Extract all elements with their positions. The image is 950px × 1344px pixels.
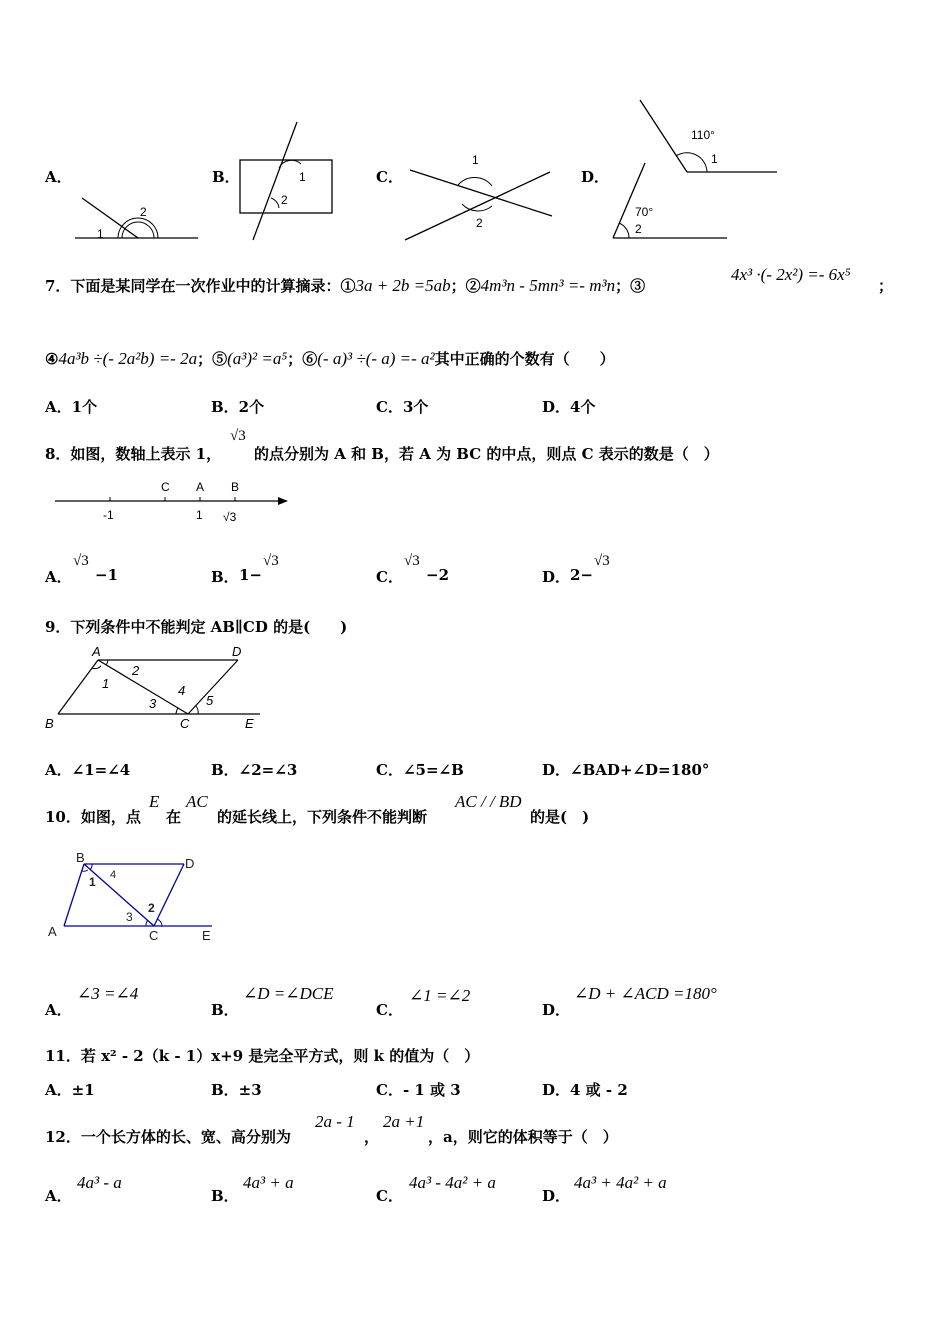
q10-vertex-a: A: [48, 924, 57, 939]
q7-option-a: A．1个: [45, 398, 98, 416]
q8-option-c: C． √3 −2: [376, 553, 450, 586]
q10-option-c-expr: ∠1 =∠2: [409, 986, 471, 1005]
q9-angle3: 3: [149, 696, 157, 711]
q6-figure-a: [70, 190, 200, 245]
q7-expr3: 4x³ ·(- 2x²) =- 6x⁵: [731, 265, 851, 284]
q12-option-a-label: A．: [45, 1187, 72, 1205]
q8-stem-sqrt3: √3: [230, 428, 246, 444]
q10-option-b-label: B．: [211, 1001, 239, 1019]
q9-vertex-a: A: [92, 644, 101, 659]
q9-option-b: B．∠2=∠3: [211, 761, 298, 779]
q10-option-d-expr: ∠D + ∠ACD =180°: [574, 984, 717, 1003]
q9-angle2: 2: [132, 663, 140, 678]
q9-vertex-e: E: [245, 716, 254, 731]
q6-c-angle1: 1: [472, 153, 479, 167]
q10-option-d-label: D．: [542, 1001, 571, 1019]
q12-option-d-expr: 4a³ + 4a² + a: [574, 1173, 667, 1192]
q9-option-a: A．∠1=∠4: [45, 761, 131, 779]
q8-point-a: A: [196, 480, 205, 494]
q6-d-angle-70: 70°: [635, 205, 654, 219]
q12-option-c-label: C．: [376, 1187, 403, 1205]
q6-a-angle1: 1: [97, 227, 104, 241]
q10-vertex-c: C: [149, 928, 159, 943]
q7-sep3: ；: [878, 277, 894, 295]
q10-option-a-expr: ∠3 =∠4: [77, 984, 139, 1003]
q7-option-c: C．3个: [376, 398, 429, 416]
q7-expr5: (a³)² =a⁵: [227, 349, 288, 368]
q12-stem-part1: 12．一个长方体的长、宽、高分别为: [45, 1128, 291, 1146]
q10-stem-part2: 在: [166, 808, 182, 826]
q7-option-d: D．4个: [542, 398, 596, 416]
q9-option-d: D．∠BAD+∠D=180°: [542, 761, 710, 779]
q6-figure-c: [400, 150, 560, 245]
q8-tick-neg1: -1: [103, 508, 114, 522]
q7-sep4: ；⑤: [197, 350, 228, 368]
q10-vertex-b: B: [76, 850, 85, 865]
q10-stem-part1: 10．如图，点: [45, 808, 141, 826]
q7-expr4: 4a³b ÷(- 2a²b) =- 2a: [58, 349, 198, 368]
q9-figure: [40, 642, 270, 732]
q12-option-a-expr: 4a³ - a: [77, 1173, 122, 1192]
q9-angle4: 4: [178, 683, 186, 698]
q6-b-angle1: 1: [299, 170, 306, 184]
q10-angle4: 4: [110, 869, 117, 881]
q11-option-b: B．±3: [211, 1081, 262, 1099]
q6-option-c-label: C．: [376, 168, 403, 186]
q7-expr6: (- a)³ ÷(- a) =- a²: [317, 349, 435, 368]
q12-dim2: 2a +1: [383, 1112, 425, 1131]
q12-option-c-expr: 4a³ - 4a² + a: [409, 1173, 496, 1192]
q7-option-b: B．2个: [211, 398, 265, 416]
q8-point-b: B: [231, 480, 240, 494]
q7-stem: 7．下面是某同学在一次作业中的计算摘录：①: [45, 277, 356, 295]
q10-option-c-label: C．: [376, 1001, 403, 1019]
q10-figure: [42, 850, 222, 945]
q6-d-angle-110: 110°: [691, 128, 715, 142]
q10-vertex-d: D: [185, 856, 195, 871]
q11-option-c: C．- 1 或 3: [376, 1081, 461, 1099]
q8-tick-sqrt3: √3: [223, 510, 237, 524]
q10-option-b-expr: ∠D =∠DCE: [243, 984, 334, 1003]
q6-d-angle1: 1: [711, 152, 718, 166]
q12-stem-part2: ，a，则它的体积等于（ ）: [428, 1128, 618, 1146]
q9-stem: 9．下列条件中不能判定 AB∥CD 的是( ): [45, 618, 348, 636]
q8-stem-part1: 8．如图，数轴上表示 1，: [45, 445, 222, 463]
q6-option-a-label: A．: [45, 168, 72, 186]
q10-stem-part3: 的延长线上，下列条件不能判断: [217, 808, 428, 826]
q12-dim1: 2a - 1: [315, 1112, 355, 1131]
q10-stem-e: E: [149, 792, 160, 811]
q9-vertex-b: B: [45, 716, 54, 731]
q7-expr1: 3a + 2b =5ab: [355, 276, 451, 295]
q9-angle5: 5: [206, 693, 214, 708]
q6-a-angle2: 2: [140, 205, 147, 219]
q11-option-d: D．4 或 - 2: [542, 1081, 628, 1099]
q10-stem-parallel: AC / / BD: [455, 792, 522, 811]
q8-number-line: [50, 475, 290, 530]
q7-tail: 其中正确的个数有（ ）: [434, 350, 615, 368]
q10-option-a-label: A．: [45, 1001, 72, 1019]
q9-angle1: 1: [102, 676, 110, 691]
q6-c-angle2: 2: [476, 216, 483, 230]
q9-option-c: C．∠5=∠B: [376, 761, 464, 779]
q10-stem-part4: 的是( ): [530, 808, 590, 826]
q12-option-b-label: B．: [211, 1187, 239, 1205]
q12-comma: ，: [364, 1128, 380, 1146]
q7-sep2: ；③: [615, 277, 646, 295]
q7-expr2: 4m³n - 5mn³ =- m³n: [480, 276, 616, 295]
q7-line1: [45, 275, 645, 296]
q8-tick-1: 1: [196, 508, 203, 522]
q6-option-b-label: B．: [212, 168, 240, 186]
q7-line2: [45, 348, 615, 369]
q6-option-d-label: D．: [581, 168, 610, 186]
q7-sep1: ；②: [450, 277, 481, 295]
q9-vertex-d: D: [232, 644, 242, 659]
q6-b-angle2: 2: [281, 193, 288, 207]
q10-angle2: 2: [148, 901, 155, 915]
q7-num4: ④: [45, 350, 59, 368]
q10-vertex-e: E: [202, 928, 211, 943]
q8-option-a: A． √3 −1: [45, 553, 119, 586]
q11-option-a: A．±1: [45, 1081, 95, 1099]
q8-option-d: D． 2− √3: [542, 553, 610, 586]
q6-figure-b: [235, 120, 340, 245]
q8-stem-part2: 的点分别为 A 和 B，若 A 为 BC 的中点，则点 C 表示的数是（ ）: [254, 445, 719, 463]
q8-option-b: B． 1− √3: [211, 553, 279, 586]
q12-option-b-expr: 4a³ + a: [243, 1173, 294, 1192]
q10-angle3: 3: [126, 910, 133, 924]
q12-option-d-label: D．: [542, 1187, 571, 1205]
q10-stem-ac: AC: [186, 792, 208, 811]
q10-angle1: 1: [89, 875, 96, 889]
q11-stem: 11．若 x² - 2（k - 1）x+9 是完全平方式，则 k 的值为（ ）: [45, 1047, 480, 1065]
q7-sep5: ；⑥: [287, 350, 318, 368]
q6-figure-d: [605, 95, 785, 245]
q8-point-c: C: [161, 480, 170, 494]
q6-d-angle2: 2: [635, 222, 642, 236]
q9-vertex-c: C: [180, 716, 190, 731]
